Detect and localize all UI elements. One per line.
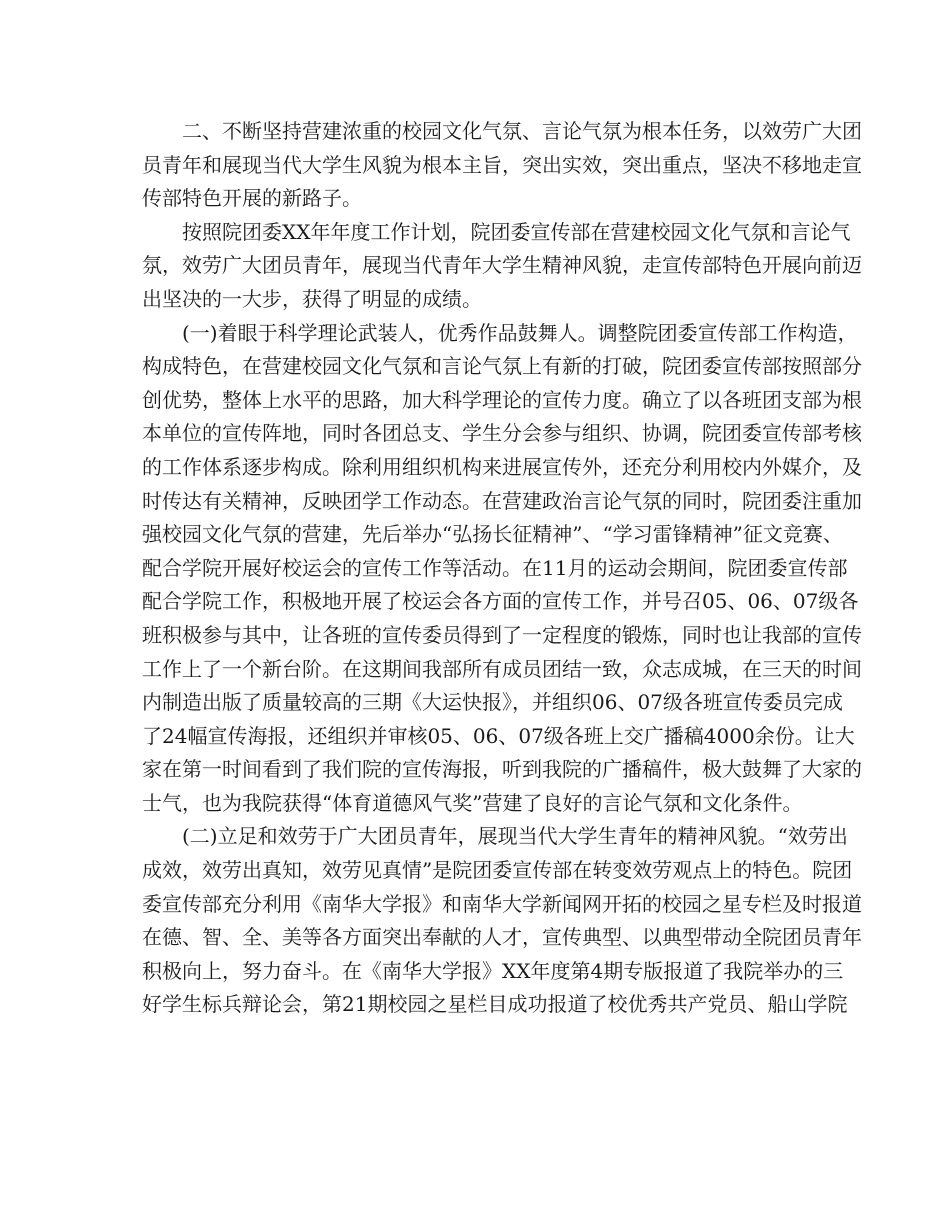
paragraph: [142, 317, 862, 821]
paragraph-line: 内制造出版了质量较高的三期《大运快报》，并组织06、07级各班宣传委员完成: [142, 690, 843, 715]
paragraph-line: 配合学院开展好校运会的宣传工作等活动。在11月的运动会期间，院团委宣传部: [142, 555, 848, 580]
paragraph-line: 配合学院工作，积极地开展了校运会各方面的宣传工作，并号召05、06、07级各: [142, 589, 859, 614]
paragraph-line: 强校园文化气氛的营建，先后举办“弘扬长征精神”、“学习雷锋精神”征文竞赛、: [142, 522, 843, 547]
paragraph-line: 士气，也为我院获得“体育道德风气奖”营建了良好的言论气氛和文化条件。: [142, 790, 803, 815]
paragraph-line: 在德、智、全、美等各方面突出奉献的人才，宣传典型、以典型带动全院团员青年: [142, 925, 862, 950]
paragraph-first-line: (二)立足和效劳于广大团员青年，展现当代大学生青年的精神风貌。“效劳出: [182, 824, 848, 849]
paragraph-line: 员青年和展现当代大学生风貌为根本主旨，突出实效，突出重点，坚决不移地走宣: [142, 152, 862, 177]
paragraph-line: 家在第一时间看到了我们院的宣传海报，听到我院的广播稿件，极大鼓舞了大家的: [142, 757, 862, 782]
paragraph-line: 的工作体系逐步构成。除利用组织机构来进展宣传外，还充分利用校内外媒介，及: [142, 454, 862, 479]
paragraph-line: 成效，效劳出真知，效劳见真情”是院团委宣传部在转变效劳观点上的特色。院团: [142, 858, 853, 883]
paragraph-line: 传部特色开展的新路子。: [142, 186, 362, 211]
paragraph-line: 创优势，整体上水平的思路，加大科学理论的宣传力度。确立了以各班团支部为根: [142, 387, 862, 412]
paragraph-line: 班积极参与其中，让各班的宣传委员得到了一定程度的锻炼，同时也让我部的宣传: [142, 622, 862, 647]
paragraph: [142, 820, 862, 1022]
paragraph-line: 委宣传部充分利用《南华大学报》和南华大学新闻网开拓的校园之星专栏及时报道: [142, 891, 862, 916]
paragraph-line: 出坚决的一大步，获得了明显的成绩。: [142, 286, 482, 311]
paragraph-first-line: (一)着眼于科学理论武装人，优秀作品鼓舞人。调整院团委宣传部工作构造，: [182, 320, 858, 345]
paragraph-line: 积极向上，努力奋斗。在《南华大学报》XX年度第4期专版报道了我院举办的三: [142, 958, 844, 983]
paragraph-line: 好学生标兵辩论会，第21期校园之星栏目成功报道了校优秀共产党员、船山学院: [142, 992, 848, 1017]
paragraph-line: 本单位的宣传阵地，同时各团总支、学生分会参与组织、协调，院团委宣传部考核: [142, 421, 862, 446]
document-body: [142, 115, 862, 1022]
paragraph: [142, 216, 862, 317]
paragraph-line: 构成特色，在营建校园文化气氛和言论气氛上有新的打破，院团委宣传部按照部分: [142, 354, 862, 379]
paragraph-line: 时传达有关精神，反映团学工作动态。在营建政治言论气氛的同时，院团委注重加: [142, 488, 862, 513]
paragraph-first-line: 按照院团委XX年年度工作计划，院团委宣传部在营建校园文化气氛和言论气: [182, 219, 851, 244]
paragraph: [142, 115, 862, 216]
paragraph-first-line: 二、不断坚持营建浓重的校园文化气氛、言论气氛为根本任务，以效劳广大团: [182, 119, 862, 143]
paragraph-line: 氛，效劳广大团员青年，展现当代青年大学生精神风貌，走宣传部特色开展向前迈: [142, 253, 862, 278]
paragraph-line: 了24幅宣传海报，还组织并审核05、06、07级各班上交广播稿4000余份。让大: [142, 723, 855, 748]
paragraph-line: 工作上了一个新台阶。在这期间我部所有成员团结一致，众志成城，在三天的时间: [142, 656, 862, 681]
